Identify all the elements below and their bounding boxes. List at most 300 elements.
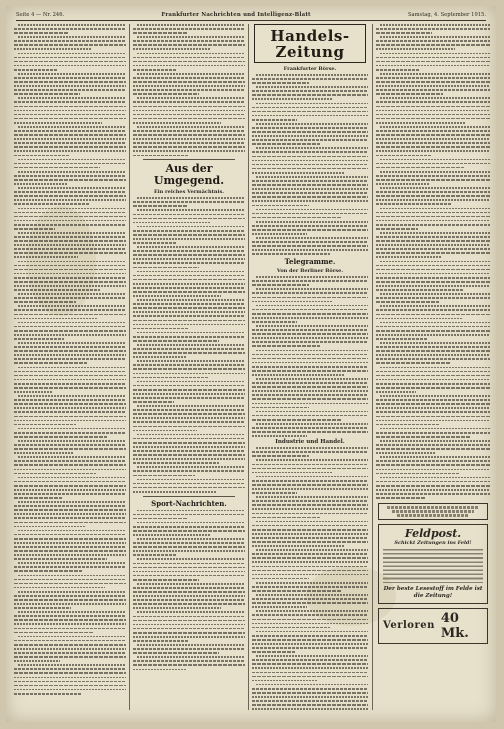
text-line [133,250,245,252]
text-line [376,122,466,124]
text-line [14,318,98,320]
text-line [133,238,245,240]
text-line [133,69,177,71]
text-line [252,321,297,323]
text-line [137,360,245,362]
text-line [376,416,490,418]
text-line [252,464,368,466]
text-line [14,473,96,475]
text-line [14,399,126,401]
text-line [137,332,245,334]
paragraph-texture [376,367,490,393]
paragraph-texture [14,440,126,454]
text-line [133,530,245,532]
paragraph-texture [14,591,126,609]
text-line [14,685,126,687]
paragraph-texture [133,53,245,71]
paragraph-texture [14,126,126,156]
text-line [14,546,126,548]
text-line [376,318,462,320]
text-line [376,240,490,242]
text-line [252,205,309,207]
text-line [252,676,368,678]
text-line [133,295,221,297]
paragraph-texture [133,271,245,297]
paragraph-texture [14,636,126,662]
text-line [133,303,245,305]
text-line [252,663,368,665]
text-line [14,595,126,597]
text-line [14,599,126,601]
text-line [137,644,245,646]
paragraph-texture [133,381,245,403]
article-heading: Frankfurter Börse. [283,66,337,72]
text-line [133,57,245,59]
text-line [14,379,126,381]
text-line [133,283,245,285]
paragraph-texture [252,655,368,681]
text-line [252,309,368,311]
text-line [376,432,490,434]
text-line [376,493,490,495]
text-line [380,322,490,324]
text-line [380,428,490,430]
text-line [376,48,455,50]
text-line [137,434,245,436]
text-line [18,187,126,189]
text-line [133,61,245,63]
text-line [252,553,368,555]
text-line [133,142,245,144]
text-line [14,118,126,120]
text-line [252,537,368,539]
text-line [14,350,126,352]
article-subheading: Von der Berliner Börse. [276,268,344,275]
text-line [376,191,490,193]
text-line [252,139,368,141]
text-line [14,403,126,405]
page-number: Seite 4 — Nr. 246. [16,12,65,18]
text-line [14,579,126,581]
text-line [252,557,368,559]
text-line [252,651,295,653]
paragraph-texture [14,73,126,95]
feldpost-advertisement [378,524,488,604]
paragraph-texture [252,86,368,100]
text-line [14,44,126,46]
text-line [14,240,126,242]
text-line [14,668,126,670]
paragraph-texture [14,293,126,303]
text-line [252,394,368,396]
text-line [376,93,443,95]
paragraph-texture [133,434,245,464]
text-line [380,126,490,128]
text-line [133,81,245,83]
text-line [133,518,188,520]
text-line [133,340,219,342]
text-line [137,538,245,540]
text-line [380,305,490,307]
text-line [376,167,464,169]
text-line [252,90,368,92]
text-line [14,464,126,466]
text-line [376,269,490,271]
text-line [252,508,368,510]
text-line [133,442,245,444]
text-line [252,484,368,486]
text-line [14,538,126,540]
text-line [376,281,490,283]
text-line [14,677,126,679]
text-line [14,387,126,389]
text-line [376,489,490,491]
text-line [14,681,126,683]
text-line [376,155,432,157]
text-line [380,456,490,458]
text-line [14,179,126,181]
text-line [252,78,368,80]
text-line [18,562,126,564]
text-line [14,632,94,634]
text-line [252,688,368,690]
text-line [376,289,464,291]
text-line [14,110,126,112]
text-line [252,280,368,282]
text-line [133,234,245,236]
text-line [137,381,245,383]
text-line [133,254,245,256]
text-line [18,97,126,99]
text-line [252,374,344,376]
text-line [14,493,126,495]
text-line [14,228,55,230]
text-line [133,356,186,358]
text-line [133,426,245,428]
text-line [252,598,368,600]
text-line [376,244,490,246]
text-line [133,458,245,460]
paragraph-texture [376,97,490,123]
text-line [252,184,368,186]
text-line [376,469,490,471]
text-line [14,407,126,409]
text-line [252,143,320,145]
text-line [256,209,368,211]
text-line [252,427,368,429]
text-line [14,252,126,254]
text-line [252,168,368,170]
text-line [14,420,126,422]
text-line [252,98,332,100]
text-line [14,85,126,87]
text-line [133,267,199,269]
text-line [14,256,78,258]
text-line [133,491,217,493]
text-line [252,107,368,109]
text-line [133,138,245,140]
paragraph-texture [376,322,490,340]
text-line [14,236,126,238]
text-line [376,399,490,401]
text-line [14,603,126,605]
text-line [18,611,126,613]
text-line [133,607,221,609]
column-4-text [376,24,490,499]
text-line [376,448,490,450]
text-line [133,567,245,569]
text-line [14,150,126,152]
paragraph-texture [252,123,368,145]
text-line [376,424,439,426]
text-line [252,403,368,405]
text-line [133,348,245,350]
text-line [256,103,368,105]
text-line [137,271,245,273]
issue-date: Samstag, 4. September 1915. [407,12,486,18]
text-line [256,221,368,223]
text-line [14,652,126,654]
text-line [252,672,368,674]
text-line [14,48,91,50]
text-line [252,151,368,153]
text-line [376,118,490,120]
handels-zeitung-masthead: Handels-Zeitung [254,24,366,63]
text-line [256,74,368,76]
text-line [137,126,245,128]
text-line [256,423,368,425]
text-line [14,432,126,434]
text-line [252,500,368,502]
notice-text-lines [397,514,468,517]
text-line [133,579,199,581]
text-line [133,118,245,120]
text-line [133,554,177,556]
text-line [133,28,245,30]
paragraph-texture [252,411,368,421]
text-line [14,619,126,621]
text-line [256,447,368,449]
article-heading: Ein reiches Vermächtnis. [153,189,225,196]
text-line [376,444,490,446]
text-line [376,150,490,152]
text-line [133,628,245,630]
paragraph-texture [252,221,368,235]
text-line [252,614,368,616]
text-line [376,224,490,226]
text-line [18,159,126,161]
text-line [133,328,188,330]
text-line [133,669,186,671]
text-line [14,689,126,691]
text-line [252,529,368,531]
text-line [252,192,368,194]
text-line [380,261,490,263]
text-line [137,24,245,26]
text-line [14,281,126,283]
text-line [14,542,126,544]
text-line [137,53,245,55]
text-line [252,115,368,117]
text-line [380,395,490,397]
text-line [252,696,368,698]
text-line [252,704,368,706]
text-line [376,179,490,181]
text-line [133,201,245,203]
text-line [133,591,245,593]
text-line [137,226,245,228]
text-line [14,175,126,177]
text-line [380,187,490,189]
text-line [252,602,368,604]
text-line [376,452,436,454]
text-line [376,236,490,238]
text-line [256,123,368,125]
text-line [14,354,126,356]
text-line [256,459,368,461]
text-line [133,373,245,375]
text-line [14,130,126,132]
paragraph-texture [376,293,490,303]
text-line [256,684,368,686]
paragraph-texture [14,530,126,560]
text-line [133,393,245,395]
text-line [133,475,195,477]
text-line [252,366,368,368]
text-line [252,131,368,133]
text-line [252,180,368,182]
text-line [133,514,245,516]
text-line [376,277,490,279]
text-line [252,419,341,421]
text-line [252,431,368,433]
paragraph-texture [133,299,245,329]
text-line [252,623,368,625]
text-line [133,48,210,50]
text-line [133,385,245,387]
paragraph-texture [14,477,126,499]
text-line [133,368,245,370]
text-line [376,362,450,364]
paragraph-texture [14,24,126,34]
text-line [18,591,126,593]
paragraph-texture [133,209,245,223]
text-line [380,36,490,38]
text-line [14,57,126,59]
text-line [14,277,126,279]
text-line [14,534,126,536]
text-line [376,334,490,336]
text-line [14,122,102,124]
paragraph-texture [252,288,368,302]
text-line [380,440,490,442]
column-rule [248,24,249,710]
text-line [133,571,245,573]
text-line [252,156,368,158]
text-line [133,397,245,399]
text-line [133,446,245,448]
text-line [252,545,344,547]
text-line [18,36,126,38]
text-line [137,656,245,658]
text-line [376,69,420,71]
text-line [133,242,177,244]
text-line [133,652,219,654]
text-line [376,65,490,67]
text-line [133,587,245,589]
text-line [252,333,368,335]
text-line [252,472,332,474]
text-line [133,421,245,423]
text-line [18,636,126,638]
text-line [14,526,85,528]
text-line [133,155,188,157]
text-line [376,203,452,205]
column-2 [133,24,245,712]
text-line [376,497,425,499]
text-line [14,509,126,511]
paragraph-texture [376,395,490,425]
paragraph-texture [252,496,368,518]
text-line [133,32,188,34]
paragraph-texture [133,558,245,580]
text-line [252,561,368,563]
feldpost-title: Feldpost. [404,526,462,540]
text-line [18,501,126,503]
text-line [133,146,245,148]
text-line [252,127,368,129]
text-line [137,522,245,524]
text-line [376,346,490,348]
notice-text-lines [387,506,479,509]
text-line [133,110,245,112]
text-line [252,570,368,572]
text-line [133,409,245,411]
column-2-bottom-text [133,510,245,671]
paragraph-texture [133,538,245,556]
text-line [256,631,368,633]
text-line [133,205,188,207]
text-line [133,279,245,281]
text-line [14,191,126,193]
notice-text-lines [392,510,474,513]
text-line [14,142,126,144]
text-line [14,566,126,568]
text-line [14,656,126,658]
paragraph-texture [14,187,126,205]
text-line [376,485,490,487]
text-line [376,460,490,462]
text-line [14,554,126,556]
text-line [252,317,368,319]
text-line [252,164,368,166]
paragraph-texture [133,656,245,670]
text-line [18,305,126,307]
text-line [133,377,208,379]
text-line [133,563,245,565]
text-line [252,196,368,198]
text-line [14,134,126,136]
text-line [252,578,309,580]
text-line [14,648,126,650]
text-line [376,77,490,79]
text-line [133,315,245,317]
text-line [14,628,126,630]
text-line [252,643,368,645]
text-line [376,297,490,299]
text-line [376,481,490,483]
text-line [14,517,126,519]
